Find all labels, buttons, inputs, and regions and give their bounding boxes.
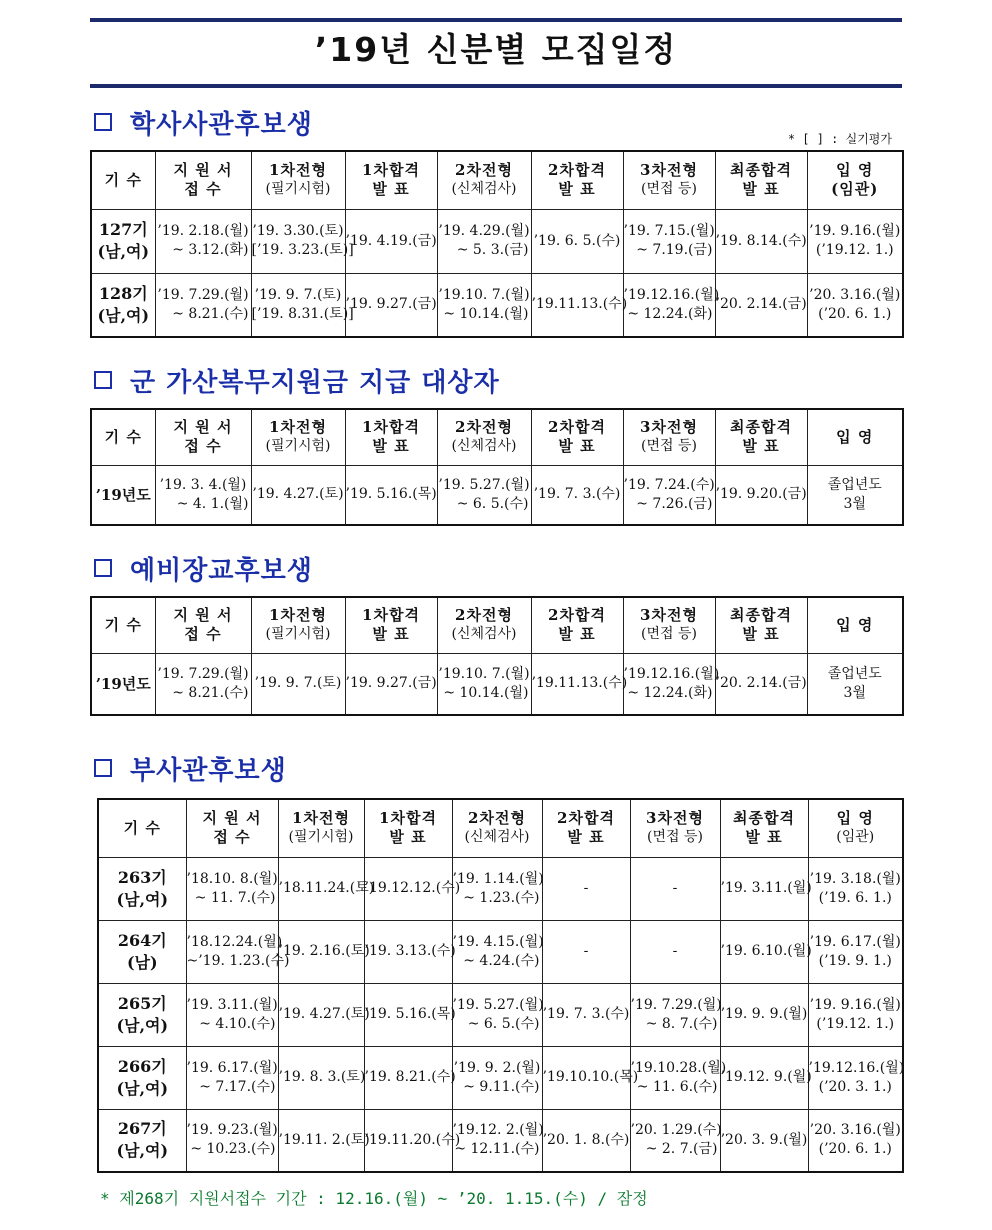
col-kisu: 기 수 bbox=[91, 409, 155, 465]
cell-second-pass: ’19. 6. 5.(수) bbox=[531, 209, 623, 273]
cell-final: ’20. 2.14.(금) bbox=[715, 653, 807, 715]
cell-first: ’19. 4.27.(토) bbox=[251, 465, 345, 525]
col-enter: 입 영 bbox=[807, 409, 903, 465]
col-final: 최종합격 발 표 bbox=[720, 799, 808, 857]
cell-enter: ’19.12.16.(월) (’20. 3. 1.) bbox=[808, 1046, 903, 1109]
cell-second-pass: ’19.10.10.(목) bbox=[542, 1046, 630, 1109]
cell-second: ’19.10. 7.(월) ~ 10.14.(월) bbox=[437, 653, 531, 715]
cell-third: ’20. 1.29.(수) ~ 2. 7.(금) bbox=[630, 1109, 720, 1172]
cell-third: ’19.10.28.(월) ~ 11. 6.(수) bbox=[630, 1046, 720, 1109]
header-row bbox=[91, 409, 903, 465]
table-row bbox=[91, 273, 903, 337]
table-row bbox=[91, 653, 903, 715]
section-header bbox=[90, 360, 902, 400]
cell-second-pass: ’19.11.13.(수) bbox=[531, 653, 623, 715]
col-enter: 입 영 (임관) bbox=[807, 151, 903, 209]
cell-third: - bbox=[630, 857, 720, 920]
cell-first: ’19. 2.16.(토) bbox=[278, 920, 364, 983]
cell-final: ’19. 8.14.(수) bbox=[715, 209, 807, 273]
cell-second-pass: ’20. 1. 8.(수) bbox=[542, 1109, 630, 1172]
cell-first: ’19. 8. 3.(토) bbox=[278, 1046, 364, 1109]
col-final: 최종합격 발 표 bbox=[715, 151, 807, 209]
cell-second: ’19.10. 7.(월) ~ 10.14.(월) bbox=[437, 273, 531, 337]
cell-enter: ’19. 9.16.(월) (’19.12. 1.) bbox=[807, 209, 903, 273]
cell-apply: ’19. 3. 4.(월) ~ 4. 1.(월) bbox=[155, 465, 251, 525]
cell-kisu: 267기 (남,여) bbox=[98, 1109, 186, 1172]
cell-apply: ’19. 7.29.(월) ~ 8.21.(수) bbox=[155, 653, 251, 715]
table-row bbox=[91, 465, 903, 525]
cell-final: ’20. 2.14.(금) bbox=[715, 273, 807, 337]
cell-second: ’19. 5.27.(월) ~ 6. 5.(수) bbox=[452, 983, 542, 1046]
col-first-pass: 1차합격 발 표 bbox=[345, 597, 437, 653]
cell-kisu: 266기 (남,여) bbox=[98, 1046, 186, 1109]
cell-third: ’19.12.16.(월) ~ 12.24.(화) bbox=[623, 653, 715, 715]
cell-apply: ’18.10. 8.(월) ~ 11. 7.(수) bbox=[186, 857, 278, 920]
cell-first-pass: ’19. 5.16.(목) bbox=[345, 465, 437, 525]
cell-second: ’19. 5.27.(월) ~ 6. 5.(수) bbox=[437, 465, 531, 525]
col-final: 최종합격 발 표 bbox=[715, 409, 807, 465]
schedule-table bbox=[90, 408, 904, 526]
header-row bbox=[91, 597, 903, 653]
cell-final: ’19. 9. 9.(월) bbox=[720, 983, 808, 1046]
header-row bbox=[91, 151, 903, 209]
schedule-table bbox=[90, 596, 904, 716]
cell-second-pass: ’19.11.13.(수) bbox=[531, 273, 623, 337]
title-banner bbox=[90, 18, 902, 88]
col-third: 3차전형 (면접 등) bbox=[623, 151, 715, 209]
col-first: 1차전형 (필기시험) bbox=[278, 799, 364, 857]
cell-second: ’19. 1.14.(월) ~ 1.23.(수) bbox=[452, 857, 542, 920]
col-second: 2차전형 (신체검사) bbox=[437, 597, 531, 653]
header-row bbox=[98, 799, 903, 857]
table-row bbox=[98, 983, 903, 1046]
cell-enter: ’20. 3.16.(월) (’20. 6. 1.) bbox=[807, 273, 903, 337]
cell-first: ’19. 9. 7.(토) bbox=[251, 653, 345, 715]
col-enter: 입 영 (임관) bbox=[808, 799, 903, 857]
cell-apply: ’19. 3.11.(월) ~ 4.10.(수) bbox=[186, 983, 278, 1046]
section-header bbox=[90, 748, 902, 788]
col-second-pass: 2차합격 발 표 bbox=[542, 799, 630, 857]
schedule-table bbox=[90, 150, 904, 338]
col-second: 2차전형 (신체검사) bbox=[452, 799, 542, 857]
col-first-pass: 1차합격 발 표 bbox=[364, 799, 452, 857]
col-first: 1차전형 (필기시험) bbox=[251, 151, 345, 209]
cell-kisu: 263기 (남,여) bbox=[98, 857, 186, 920]
cell-second: ’19. 9. 2.(월) ~ 9.11.(수) bbox=[452, 1046, 542, 1109]
col-second-pass: 2차합격 발 표 bbox=[531, 597, 623, 653]
cell-final: ’19.12. 9.(월) bbox=[720, 1046, 808, 1109]
cell-enter: ’19. 3.18.(월) (’19. 6. 1.) bbox=[808, 857, 903, 920]
cell-kisu: ’19년도 bbox=[91, 465, 155, 525]
checkbox-bullet-icon bbox=[94, 371, 112, 389]
section-header bbox=[90, 102, 902, 142]
col-final: 최종합격 발 표 bbox=[715, 597, 807, 653]
col-first: 1차전형 (필기시험) bbox=[251, 409, 345, 465]
cell-second-pass: ’19. 7. 3.(수) bbox=[531, 465, 623, 525]
section-header bbox=[90, 548, 902, 588]
cell-second-pass: - bbox=[542, 857, 630, 920]
table-row bbox=[98, 1046, 903, 1109]
table-row bbox=[98, 920, 903, 983]
cell-apply: ’19. 6.17.(월) ~ 7.17.(수) bbox=[186, 1046, 278, 1109]
cell-enter: ’19. 6.17.(월) (’19. 9. 1.) bbox=[808, 920, 903, 983]
cell-third: - bbox=[630, 920, 720, 983]
cell-first-pass: ’19. 4.19.(금) bbox=[345, 209, 437, 273]
section-title: 예비장교후보생 bbox=[130, 555, 313, 586]
col-third: 3차전형 (면접 등) bbox=[623, 597, 715, 653]
cell-first: ’19.11. 2.(토) bbox=[278, 1109, 364, 1172]
cell-first-pass: ’19. 8.21.(수) bbox=[364, 1046, 452, 1109]
col-apply: 지 원 서 접 수 bbox=[186, 799, 278, 857]
section-title: 학사사관후보생 bbox=[130, 109, 313, 140]
checkbox-bullet-icon bbox=[94, 759, 112, 777]
table-row bbox=[98, 857, 903, 920]
section-title: 부사관후보생 bbox=[130, 755, 287, 786]
cell-final: ’20. 3. 9.(월) bbox=[720, 1109, 808, 1172]
cell-second: ’19. 4.15.(월) ~ 4.24.(수) bbox=[452, 920, 542, 983]
cell-third: ’19.12.16.(월) ~ 12.24.(화) bbox=[623, 273, 715, 337]
cell-kisu: ’19년도 bbox=[91, 653, 155, 715]
cell-enter: ’19. 9.16.(월) (’19.12. 1.) bbox=[808, 983, 903, 1046]
col-second-pass: 2차합격 발 표 bbox=[531, 151, 623, 209]
section-military-support bbox=[90, 360, 902, 526]
cell-apply: ’19. 7.29.(월) ~ 8.21.(수) bbox=[155, 273, 251, 337]
cell-final: ’19. 6.10.(월) bbox=[720, 920, 808, 983]
checkbox-bullet-icon bbox=[94, 559, 112, 577]
col-third: 3차전형 (면접 등) bbox=[630, 799, 720, 857]
cell-first-pass: ’19. 5.16.(목) bbox=[364, 983, 452, 1046]
table-row bbox=[91, 209, 903, 273]
cell-first-pass: ’19. 3.13.(수) bbox=[364, 920, 452, 983]
checkbox-bullet-icon bbox=[94, 113, 112, 131]
cell-first-pass: ’19. 9.27.(금) bbox=[345, 273, 437, 337]
col-kisu: 기 수 bbox=[98, 799, 186, 857]
section-title: 군 가산복무지원금 지급 대상자 bbox=[130, 367, 500, 398]
cell-enter: 졸업년도 3월 bbox=[807, 465, 903, 525]
cell-apply: ’19. 2.18.(월) ~ 3.12.(화) bbox=[155, 209, 251, 273]
col-first-pass: 1차합격 발 표 bbox=[345, 151, 437, 209]
col-first: 1차전형 (필기시험) bbox=[251, 597, 345, 653]
section-reserve-officer bbox=[90, 548, 902, 716]
cell-apply: ’19. 9.23.(월) ~ 10.23.(수) bbox=[186, 1109, 278, 1172]
cell-third: ’19. 7.24.(수) ~ 7.26.(금) bbox=[623, 465, 715, 525]
cell-kisu: 128기 (남,여) bbox=[91, 273, 155, 337]
col-enter: 입 영 bbox=[807, 597, 903, 653]
cell-second-pass: - bbox=[542, 920, 630, 983]
cell-first-pass: ’19. 9.27.(금) bbox=[345, 653, 437, 715]
cell-second: ’19. 4.29.(월) ~ 5. 3.(금) bbox=[437, 209, 531, 273]
schedule-table bbox=[97, 798, 904, 1173]
cell-first-pass: ’19.12.12.(수) bbox=[364, 857, 452, 920]
cell-kisu: 264기 (남) bbox=[98, 920, 186, 983]
cell-second-pass: ’19. 7. 3.(수) bbox=[542, 983, 630, 1046]
cell-first: ’19. 3.30.(토) [’19. 3.23.(토)] bbox=[251, 209, 345, 273]
cell-enter: 졸업년도 3월 bbox=[807, 653, 903, 715]
cell-kisu: 127기 (남,여) bbox=[91, 209, 155, 273]
page-title: ’19년 신분별 모집일정 bbox=[314, 30, 678, 69]
cell-third: ’19. 7.15.(월) ~ 7.19.(금) bbox=[623, 209, 715, 273]
cell-third: ’19. 7.29.(월) ~ 8. 7.(수) bbox=[630, 983, 720, 1046]
col-second-pass: 2차합격 발 표 bbox=[531, 409, 623, 465]
col-second: 2차전형 (신체검사) bbox=[437, 409, 531, 465]
col-third: 3차전형 (면접 등) bbox=[623, 409, 715, 465]
cell-first: ’19. 4.27.(토) bbox=[278, 983, 364, 1046]
cell-enter: ’20. 3.16.(월) (’20. 6. 1.) bbox=[808, 1109, 903, 1172]
table-row bbox=[98, 1109, 903, 1172]
cell-final: ’19. 9.20.(금) bbox=[715, 465, 807, 525]
legend-note: * [ ] : 실기평가 bbox=[787, 132, 892, 146]
col-kisu: 기 수 bbox=[91, 151, 155, 209]
cell-apply: ’18.12.24.(월) ~’19. 1.23.(수) bbox=[186, 920, 278, 983]
cell-final: ’19. 3.11.(월) bbox=[720, 857, 808, 920]
cell-first: ’19. 9. 7.(토) [’19. 8.31.(토)] bbox=[251, 273, 345, 337]
col-apply: 지 원 서 접 수 bbox=[155, 597, 251, 653]
col-first-pass: 1차합격 발 표 bbox=[345, 409, 437, 465]
section-nco-candidate bbox=[90, 748, 905, 1173]
cell-second: ’19.12. 2.(월) ~ 12.11.(수) bbox=[452, 1109, 542, 1172]
col-apply: 지 원 서 접 수 bbox=[155, 151, 251, 209]
col-kisu: 기 수 bbox=[91, 597, 155, 653]
cell-first-pass: ’19.11.20.(수) bbox=[364, 1109, 452, 1172]
section-graduate-officer bbox=[90, 102, 902, 338]
col-second: 2차전형 (신체검사) bbox=[437, 151, 531, 209]
col-apply: 지 원 서 접 수 bbox=[155, 409, 251, 465]
footnote: * 제268기 지원서접수 기간 : 12.16.(월) ~ ’20. 1.15.(수) / 잠정 bbox=[100, 1189, 648, 1208]
cell-first: ’18.11.24.(토) bbox=[278, 857, 364, 920]
cell-kisu: 265기 (남,여) bbox=[98, 983, 186, 1046]
